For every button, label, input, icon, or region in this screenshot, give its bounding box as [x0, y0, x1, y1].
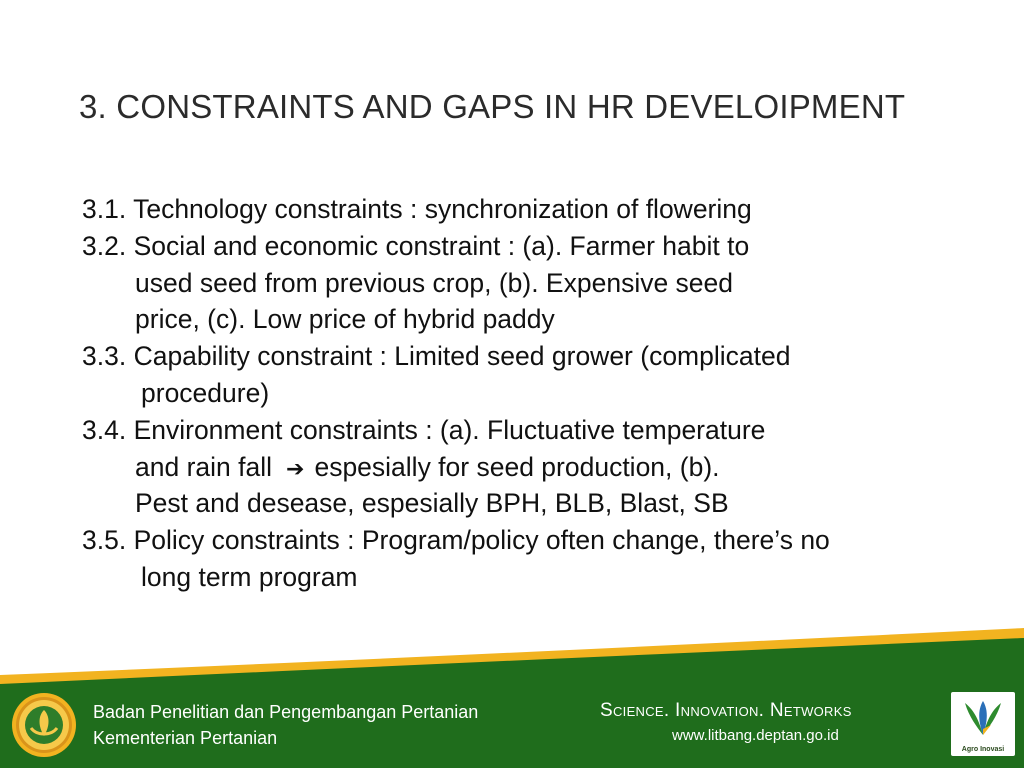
slide-title: 3. CONSTRAINTS AND GAPS IN HR DEVELOIPMENT [79, 88, 906, 125]
institution-name [93, 699, 478, 751]
body-line-part: espesially for seed production, (b). [314, 451, 720, 482]
body-line: 3.3. Capability constraint : Limited seed grower (complicated [82, 341, 791, 372]
body-line-with-arrow [82, 449, 1002, 486]
slide-body [82, 191, 1002, 596]
logo-caption: Agro Inovasi [961, 746, 1005, 753]
right-arrow-icon: ➔ [286, 455, 305, 481]
body-line: price, (c). Low price of hybrid paddy [135, 304, 555, 335]
body-line: 3.4. Environment constraints : (a). Fluctuative temperature [82, 414, 766, 445]
body-line: 3.1. Technology constraints : synchronization of flowering [82, 194, 752, 224]
website-link[interactable]: www.litbang.deptan.go.id [672, 727, 839, 744]
body-line: procedure) [141, 377, 270, 408]
body-line: Pest and desease, espesially BPH, BLB, Blast, SB [135, 488, 729, 519]
body-line: used seed from previous crop, (b). Expensive seed [135, 267, 734, 298]
institution-line: Badan Penelitian dan Pengembangan Pertanian [93, 702, 479, 722]
agro-inovasi-logo-icon [951, 692, 1015, 756]
body-line-part: and rain fall [135, 451, 273, 482]
ministry-seal-icon [11, 692, 77, 758]
institution-line: Kementerian Pertanian [93, 728, 278, 748]
body-line: 3.2. Social and economic constraint : (a). Farmer habit to [82, 230, 750, 261]
tagline: Science. Innovation. Networks [600, 700, 852, 721]
body-line: long term program [141, 561, 358, 592]
body-line: 3.5. Policy constraints : Program/policy often change, there’s no [82, 525, 830, 556]
